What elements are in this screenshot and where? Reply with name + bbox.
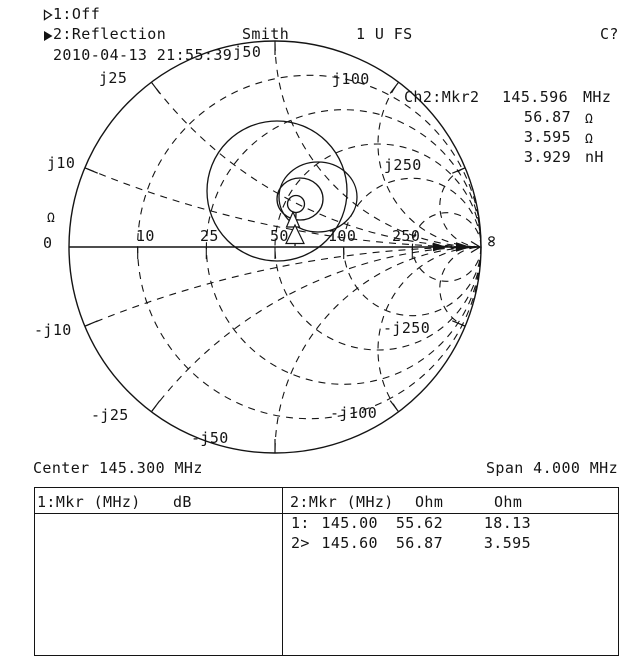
readout-reactance: 3.595 — [523, 128, 571, 146]
smith-label-j250: j250 — [384, 156, 422, 174]
axis-filled-arrow-1 — [433, 243, 447, 252]
smith-label-ohm: Ω — [47, 211, 56, 226]
table-row1-id: 1: — [291, 514, 310, 532]
smith-label-0: 0 — [43, 234, 53, 252]
table-row2-freq: 145.60 — [321, 534, 378, 552]
readout-inductance-unit: nH — [585, 148, 604, 166]
smith-label-neg-j10: -j10 — [34, 321, 72, 339]
timestamp: 2010-04-13 21:55:39 — [53, 46, 233, 64]
table1-unit: dB — [173, 493, 192, 511]
smith-label-neg-j100: -j100 — [330, 404, 378, 422]
table-row2-v2: 3.595 — [483, 534, 531, 552]
readout-inductance: 3.929 — [523, 148, 571, 166]
smith-label-neg-j50: -j50 — [191, 429, 229, 447]
trace2-label: 2:Reflection — [53, 25, 167, 43]
readout-reactance-unit: Ω — [585, 132, 594, 147]
table1-header: 1:Mkr (MHz) — [37, 493, 141, 511]
smith-label-25: 25 — [200, 227, 219, 245]
table-row2-v1: 56.87 — [395, 534, 443, 552]
trace2-active-icon — [43, 30, 53, 42]
trace1-label: 1:Off — [53, 5, 101, 23]
smith-label-50: 50 — [270, 227, 289, 245]
table-row2-id: 2> — [291, 534, 310, 552]
table2-unit2: Ohm — [494, 493, 523, 511]
smith-label-j100: j100 — [332, 70, 370, 88]
smith-label-250: 250 — [392, 227, 421, 245]
smith-label-10: 10 — [136, 227, 155, 245]
trace2-format: Smith — [242, 25, 290, 43]
readout-frequency-unit: MHz — [583, 88, 612, 106]
readout-resistance: 56.87 — [523, 108, 571, 126]
smith-label-100: 100 — [328, 227, 357, 245]
readout-resistance-unit: Ω — [585, 112, 594, 127]
smith-label-infinity: ∞ — [481, 235, 503, 248]
marker-table-panel-divider — [282, 487, 283, 656]
span-frequency: Span 4.000 MHz — [486, 459, 619, 477]
smith-label-neg-j250: -j250 — [383, 319, 431, 337]
table2-unit1: Ohm — [415, 493, 444, 511]
table-row1-freq: 145.00 — [321, 514, 378, 532]
table2-header: 2:Mkr (MHz) — [290, 493, 394, 511]
trace1-state-icon — [43, 9, 53, 21]
smith-label-j25: j25 — [99, 69, 128, 87]
readout-channel-marker: Ch2:Mkr2 — [404, 88, 480, 106]
smith-label-j50: j50 — [233, 43, 262, 61]
trace2-scale: 1 U FS — [356, 25, 413, 43]
cal-status: C? — [600, 25, 619, 43]
table-row1-v2: 18.13 — [483, 514, 531, 532]
readout-frequency: 145.596 — [502, 88, 569, 106]
table-row1-v1: 55.62 — [395, 514, 443, 532]
smith-label-neg-j25: -j25 — [91, 406, 129, 424]
center-frequency: Center 145.300 MHz — [33, 459, 203, 477]
smith-label-j10: j10 — [47, 154, 76, 172]
